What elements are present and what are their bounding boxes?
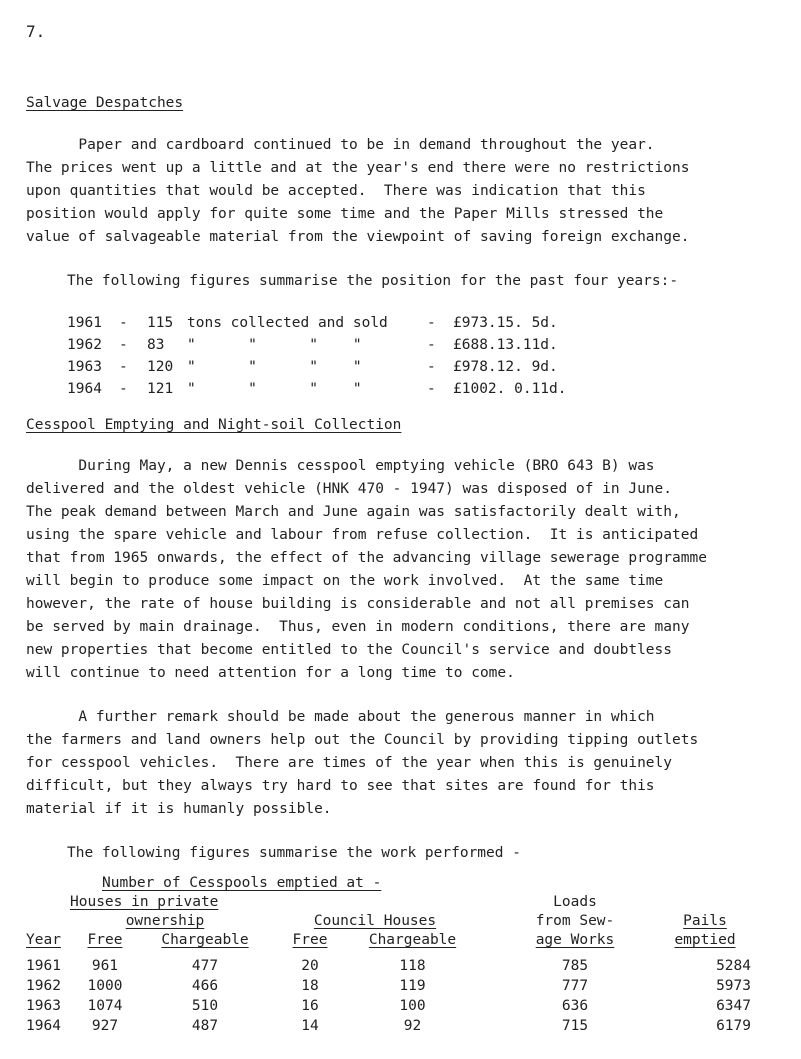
cesspool-intro: The following figures summarise the work performed -: [67, 845, 521, 861]
cesspool-line: using the spare vehicle and labour from refuse collection. It is anticipated: [26, 527, 699, 543]
salvage-paragraph: [26, 134, 786, 249]
salvage-desc: " " " ": [187, 381, 362, 397]
salvage-heading: Salvage Despatches: [26, 95, 184, 111]
cesspool-line: will continue to need attention for a long time to come.: [26, 665, 515, 681]
table-row: [0, 958, 801, 978]
cesspool-line: for cesspool vehicles. There are times of the year when this is genuinely: [26, 755, 673, 771]
cell-private-chargeable: 510: [191, 998, 219, 1014]
salvage-amount: £688.13.11d.: [453, 337, 558, 353]
cell-council-free: 20: [301, 958, 319, 974]
salvage-tons: 115: [147, 315, 174, 331]
cell-private-free: 1000: [87, 978, 123, 994]
table-row: [0, 978, 801, 998]
cell-year: 1962: [26, 978, 61, 994]
salvage-dash: -: [119, 359, 128, 375]
cesspool-line: delivered and the oldest vehicle (HNK 470 - 1947) was disposed of in June.: [26, 481, 673, 497]
cell-loads: 636: [561, 998, 589, 1014]
cell-private-free: 927: [91, 1018, 119, 1034]
salvage-sep: -: [427, 337, 436, 353]
table-ownership-header: ownership: [125, 913, 205, 929]
cell-council-free: 16: [301, 998, 319, 1014]
salvage-year: 1961: [67, 315, 102, 331]
table-loads-header: age Works: [535, 932, 615, 948]
cesspool-line: be served by main drainage. Thus, even in modern conditions, there are many: [26, 619, 690, 635]
cell-pails: 5284: [716, 958, 751, 974]
salvage-tons: 120: [147, 359, 174, 375]
salvage-amount: £1002. 0.11d.: [453, 381, 567, 397]
table-col-chargeable: Chargeable: [161, 932, 249, 948]
cesspool-line: difficult, but they always try hard to see that sites are found for this: [26, 778, 655, 794]
table-loads-header: from Sew-: [535, 913, 615, 929]
salvage-line: Paper and cardboard continued to be in demand throughout the year.: [26, 137, 655, 153]
salvage-line: value of salvageable material from the viewpoint of saving foreign exchange.: [26, 229, 690, 245]
cell-year: 1961: [26, 958, 61, 974]
table-group-header: Number of Cesspools emptied at -: [102, 875, 382, 891]
table-council-header: Council Houses: [313, 913, 437, 929]
salvage-line: position would apply for quite some time and the Paper Mills stressed the: [26, 206, 664, 222]
cell-private-chargeable: 477: [191, 958, 219, 974]
cell-year: 1963: [26, 998, 61, 1014]
table-loads-header: Loads: [553, 894, 597, 910]
cesspool-line: will begin to produce some impact on the work involved. At the same time: [26, 573, 664, 589]
cell-pails: 6179: [716, 1018, 751, 1034]
table-private-header: Houses in private: [70, 894, 219, 910]
salvage-year: 1964: [67, 381, 102, 397]
cell-council-chargeable: 100: [399, 998, 426, 1014]
salvage-sep: -: [427, 315, 436, 331]
salvage-sep: -: [427, 381, 436, 397]
cell-pails: 5973: [716, 978, 751, 994]
cesspool-paragraph-2: [26, 706, 786, 821]
salvage-year: 1963: [67, 359, 102, 375]
cesspool-line: material if it is humanly possible.: [26, 801, 332, 817]
cell-loads: 777: [561, 978, 589, 994]
cell-private-free: 1074: [87, 998, 123, 1014]
cesspool-line: A further remark should be made about the generous manner in which: [26, 709, 655, 725]
cell-council-chargeable: 118: [399, 958, 426, 974]
salvage-dash: -: [119, 381, 128, 397]
table-pails-header: emptied: [674, 932, 736, 948]
cesspool-heading: Cesspool Emptying and Night-soil Collection: [26, 417, 402, 433]
cesspool-line: however, the rate of house building is considerable and not all premises can: [26, 596, 690, 612]
salvage-sep: -: [427, 359, 436, 375]
cell-private-free: 961: [91, 958, 119, 974]
cell-pails: 6347: [716, 998, 751, 1014]
table-pails-header: Pails: [683, 913, 727, 929]
cesspool-line: the farmers and land owners help out the Council by providing tipping outlets: [26, 732, 699, 748]
table-col-free: Free: [292, 932, 328, 948]
cell-loads: 715: [561, 1018, 589, 1034]
cesspool-line: During May, a new Dennis cesspool emptying vehicle (BRO 643 B) was: [26, 458, 655, 474]
table-col-chargeable: Chargeable: [368, 932, 457, 948]
salvage-desc: " " " ": [187, 359, 362, 375]
table-row: [0, 998, 801, 1018]
cell-council-chargeable: 119: [399, 978, 426, 994]
salvage-dash: -: [119, 337, 128, 353]
salvage-dash: -: [119, 315, 128, 331]
salvage-desc: " " " ": [187, 337, 362, 353]
salvage-year: 1962: [67, 337, 102, 353]
cell-council-free: 18: [301, 978, 319, 994]
salvage-amount: £978.12. 9d.: [453, 359, 558, 375]
page-number: 7.: [26, 22, 46, 41]
cesspool-line: new properties that become entitled to the Council's service and doubtless: [26, 642, 673, 658]
cesspool-line: that from 1965 onwards, the effect of the advancing village sewerage programme: [26, 550, 707, 566]
salvage-intro: The following figures summarise the position for the past four years:-: [67, 273, 679, 289]
cell-private-chargeable: 466: [191, 978, 219, 994]
cesspool-paragraph-1: [26, 455, 786, 685]
cesspool-line: The peak demand between March and June again was satisfactorily dealt with,: [26, 504, 681, 520]
cell-loads: 785: [561, 958, 589, 974]
salvage-amount: £973.15. 5d.: [453, 315, 558, 331]
salvage-line: upon quantities that would be accepted. There was indication that this: [26, 183, 646, 199]
salvage-tons: 121: [147, 381, 174, 397]
table-row: [0, 1018, 801, 1038]
cell-private-chargeable: 487: [191, 1018, 219, 1034]
salvage-desc: tons collected and sold: [187, 315, 388, 331]
table-col-free: Free: [87, 932, 123, 948]
cell-council-free: 14: [301, 1018, 319, 1034]
cell-year: 1964: [26, 1018, 61, 1034]
salvage-tons: 83: [147, 337, 165, 353]
table-col-year: Year: [26, 932, 61, 948]
salvage-line: The prices went up a little and at the year's end there were no restrictions: [26, 160, 690, 176]
cell-council-chargeable: 92: [403, 1018, 422, 1034]
